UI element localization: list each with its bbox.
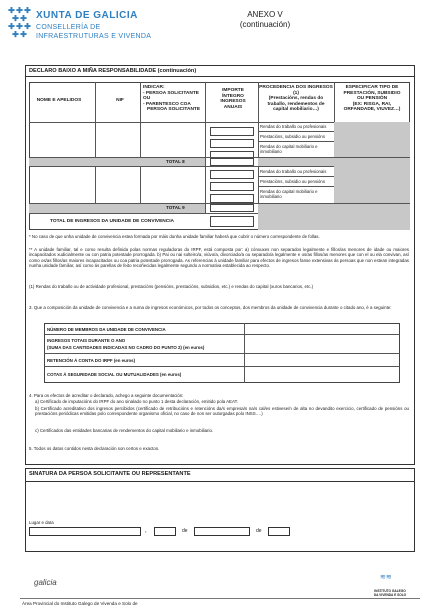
amount-input[interactable]	[210, 194, 254, 203]
irpf-input[interactable]	[245, 354, 399, 366]
col-especificar-line: PRESTACIÓN, SUBSIDIO	[343, 90, 401, 96]
total-9-shade	[258, 203, 410, 213]
igv-wave-icon: ≋≋	[380, 574, 392, 581]
place-date-label: Lugar e data	[29, 520, 54, 525]
divider	[25, 481, 415, 482]
col-especificar-line: OU PENSIÓN	[356, 96, 388, 102]
source-label: Prestacións, subsidio ou pensións	[260, 134, 325, 139]
col-importe-line: ANUAIS	[223, 104, 243, 110]
note-3: (1) Rendas do traballo ou de actividade profesional, prestacións (pensións, prestacións, subsidios, etc.) e rendas do capital (xuros bancarios, etc.)	[29, 284, 314, 289]
igv-caption	[370, 590, 410, 597]
income-label: INGRESOS TOTAIS DURANTE O ANO	[47, 338, 126, 343]
col-indicar-line: - PERSOA SOLICITANTE	[143, 90, 199, 96]
source-label: Rendas do traballo ou profesionais	[260, 124, 327, 129]
social-input[interactable]	[245, 367, 399, 382]
annex-subtitle: (continuación)	[239, 20, 291, 29]
comma: ,	[145, 528, 147, 534]
income-label-2: (SUMA DAS CANTIDADES INDICADAS NO CADRO DO PUNTO 2) (en euros)	[47, 345, 205, 350]
de-label: de	[256, 528, 262, 534]
col-procedencia-line: (Prestacións, rendas do	[268, 96, 324, 102]
col-divider	[95, 82, 96, 213]
col-procedencia-line: traballo, rendementos de	[267, 101, 325, 107]
row-divider	[29, 203, 410, 204]
declaration-title: DECLARO BAIXO A MIÑA RESPONSABILIDADE (continuación)	[29, 68, 197, 74]
col-divider	[140, 82, 141, 213]
footer-address: Área Provincial do Instituto Galego de Vivenda e Solo de	[22, 601, 138, 606]
col-indicar-line: - PARENTESCO COA	[143, 101, 191, 107]
social-label: COTAS Á SEGURIDADE SOCIAL OU MUTUALIDADES (en euros)	[47, 372, 182, 377]
footer-divider	[20, 598, 420, 599]
total-9-input[interactable]	[210, 204, 254, 212]
annex-heading	[220, 10, 310, 30]
col-procedencia-line: PROCEDENCIA DOS INGRESOS	[259, 85, 333, 90]
item-4b: b) Certificado acreditativo dos ingresos percibidos (certificado de retribucións e retencións da/s empresa/s na/s cal/es estivese/n de alta no devandito exercicio, certificado de pensións ou prestacións periódicas emitidas polo correspondente organismo oficial, no caso de non ser outorgadas polo INSS….)	[35, 406, 409, 417]
igv-caption-line: DA VIVENDA E SOLO	[373, 592, 407, 597]
members-input[interactable]	[245, 324, 399, 334]
source-label: Rendas do capital mobiliario e	[260, 189, 318, 194]
col-divider	[205, 82, 206, 213]
source-label: inmobiliario	[260, 149, 282, 154]
item-4a: a) Certificado de imputacións do IRPF do ano sinalado no punto 1 desta declaración, emitido pola AEAT.	[35, 399, 238, 404]
col-indicar-line: INDICAR:	[143, 85, 165, 90]
source-label: Prestacións, subsidio ou pensións	[260, 179, 325, 184]
col-importe-line: ÍNTEGRO	[222, 93, 244, 99]
col-nif: NIF	[116, 98, 124, 103]
place-input[interactable]	[29, 527, 141, 536]
divider	[25, 76, 415, 77]
col-importe	[208, 88, 258, 110]
amount-input[interactable]	[210, 127, 254, 136]
col-indicar	[143, 85, 203, 113]
col-importe-line: IMPORTE	[222, 88, 244, 93]
signature-title: SINATURA DA PERSOA SOLICITANTE OU REPRESENTANTE	[29, 471, 191, 477]
amount-input[interactable]	[210, 170, 254, 179]
item-3: 3. Que a composición da unidade de convivencia e a suma de ingresos económicos, por todos os conceptos, dos membros da unidade de convivencia durante o citado ano, é a seguinte:	[29, 305, 392, 310]
row-divider	[258, 141, 334, 142]
total-unit-input[interactable]	[210, 216, 254, 227]
xunta-logo	[8, 7, 188, 51]
source-label: Rendas do capital mobiliario e	[260, 144, 318, 149]
col-especificar	[336, 85, 408, 113]
day-input[interactable]	[154, 527, 176, 536]
row-divider	[258, 176, 334, 177]
annex-title: ANEXO V	[247, 10, 283, 19]
item-4c: c) Certificados das entidades bancarias de rendementos do capital mobiliario e inmobiliario.	[35, 428, 214, 433]
col-procedencia-line: (1)	[293, 90, 299, 96]
amount-input[interactable]	[210, 139, 254, 148]
igv-logo	[370, 575, 410, 597]
row-divider	[29, 157, 410, 158]
irpf-label: RETENCIÓN Á CONTA DO IRPF (en euros)	[47, 358, 136, 363]
amount-input[interactable]	[210, 182, 254, 191]
total-unit-shade	[258, 213, 410, 230]
col-indicar-line: OU	[143, 96, 151, 102]
shaded-cell	[334, 166, 410, 203]
total-8-label: TOTAL 8	[166, 159, 185, 164]
col-especificar-line: (EX: RISGA, RAI,	[352, 101, 392, 107]
de-label: de	[182, 528, 188, 534]
col-importe-line: INGRESOS	[220, 99, 246, 105]
shaded-cell	[334, 122, 410, 157]
col-divider	[258, 82, 259, 213]
total-9-label: TOTAL 9	[166, 205, 185, 210]
year-input[interactable]	[268, 527, 290, 536]
col-procedencia-line: capital mobiliario…)	[273, 107, 319, 113]
total-unit-label: TOTAL DE INGRESOS DA UNIDADE DE CONVIVENCIA	[50, 219, 175, 224]
note-1: * No caso de que unha unidade de convivencia estea formada por máis dunha unidade familiar haberá que cubrir o número correspondente de follas.	[29, 234, 320, 239]
month-input[interactable]	[194, 527, 250, 536]
galicia-logo: galicia	[34, 578, 57, 587]
total-8-input[interactable]	[210, 158, 254, 166]
item-5: 5. Todos os datos contidos nesta declaración son certos e exactos.	[29, 446, 160, 451]
note-2: ** A unidade familiar, tal e como resulta definida polas normas reguladoras do IRPF, está composta por: a) cónxuxes non separados legalmente e fillos/as menores de idade ou maiores incapacitados xudicialmente ou con patria potestade prorrogada. b) Pai ou nai solteiro/a, viúvo/a, divorciado/a ou separado/a legalmente e os/as fillos/as menores que con el ou ela convivan, así como os/as fillos/as maiores incapacitados ou coa patria potestade prorrogada. As referencias á unidade familiar para efectos de ingresos fanse extensivas ás persoas que non estean integradas nunha unidade familiar, así como ás parellas de feito recoñecidas legalmente segundo a normativa establecida ao respecto.	[29, 247, 409, 269]
source-label: inmobiliario	[260, 194, 282, 199]
igv-caption-line: INSTITUTO GALEGO	[374, 589, 406, 593]
col-name: NOME E APELIDOS	[36, 98, 82, 103]
dept-line-1: CONSELLERÍA DE	[36, 24, 101, 31]
col-procedencia	[258, 85, 334, 113]
col-especificar-line: ORFANDADE, VIUVEZ…)	[343, 107, 401, 113]
col-indicar-line: PERSOA SOLICITANTE	[147, 107, 201, 113]
income-input[interactable]	[245, 335, 399, 353]
xunta-crosses-icon: ✚ ✚ ✚ ✚ ✚ ✚ ✚ ✚ ✚ ✚	[8, 6, 31, 39]
total-8-shade	[258, 157, 410, 166]
members-label: NÚMERO DE MEMBROS DA UNIDADE DE CONVIVENCIA	[47, 327, 166, 332]
item-4-intro: 4. Para os efectos de acreditar o declarado, achego a seguinte documentación:	[29, 393, 184, 398]
row-divider	[258, 186, 334, 187]
dept-line-2: INFRAESTRUTURAS E VIVENDA	[36, 33, 152, 40]
source-label: Rendas do traballo ou profesionais	[260, 169, 327, 174]
org-name: XUNTA DE GALICIA	[36, 10, 138, 21]
row-divider	[258, 131, 334, 132]
col-especificar-line: ESPECIFICAR TIPO DE	[345, 85, 399, 90]
